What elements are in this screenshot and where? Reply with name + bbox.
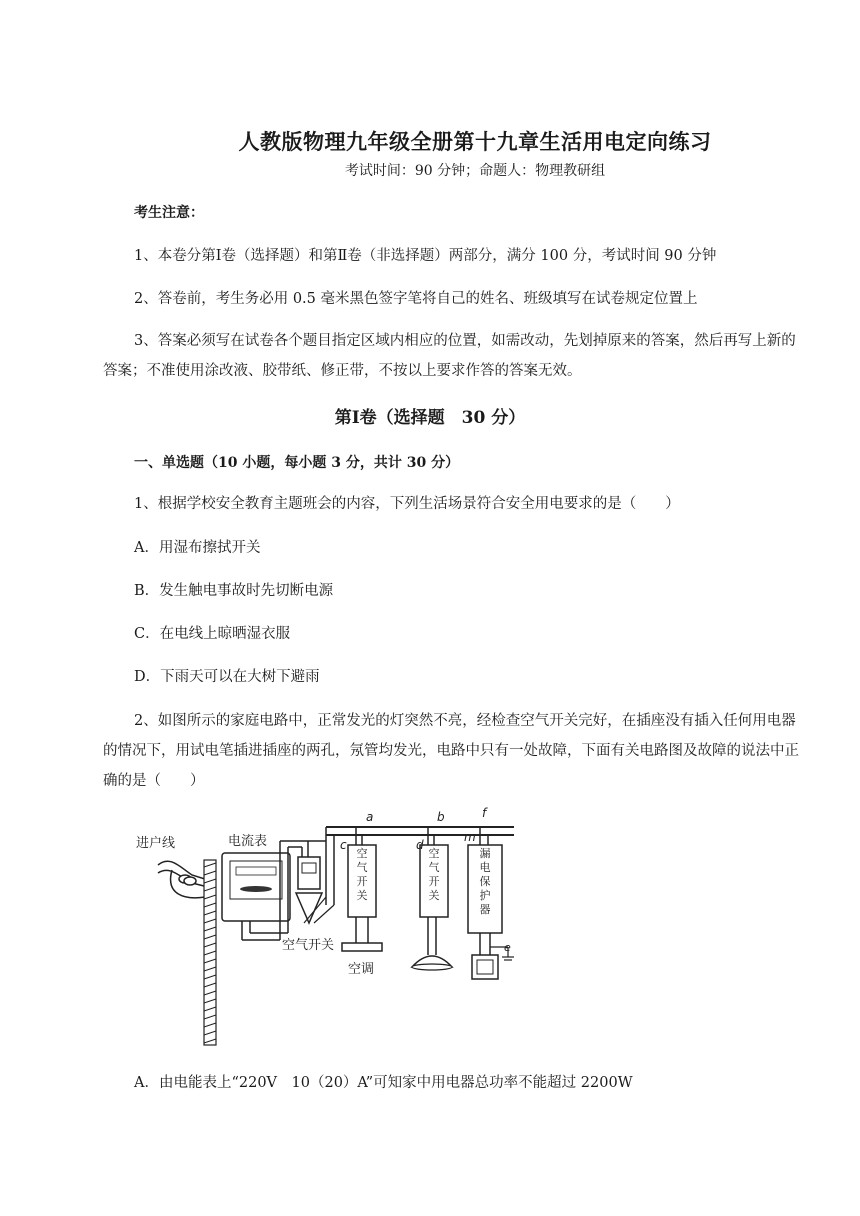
label-e: e (504, 941, 511, 954)
label-meter: 电流表 (228, 834, 268, 849)
label-c: c (340, 838, 347, 852)
question-1-option-b[interactable]: B．发生触电事故时先切断电源 (134, 583, 334, 599)
label-m: m (464, 830, 476, 844)
circuit-diagram (130, 805, 530, 1055)
notice-item-3: 3、答案必须写在试卷各个题目指定区域内相应的位置，如需改动，先划掉原来的答案，然后再写上新的答案；不准使用涂改液、胶带纸、修正带，不按以上要求作答的答案无效。 (103, 333, 796, 379)
label-inlet: 进户线 (136, 836, 176, 851)
question-2-option-a[interactable]: A．由电能表上“220V 10（20）A”可知家中用电器总功率不能超过 2200W (134, 1075, 633, 1091)
page-title: 人教版物理九年级全册第十九章生活用电定向练习 (238, 129, 712, 154)
question-1-stem: 1、根据学校安全教育主题班会的内容，下列生活场景符合安全用电要求的是（ ） (134, 496, 680, 512)
page-subtitle: 考试时间：90 分钟；命题人：物理教研组 (344, 163, 606, 179)
part-heading: 一、单选题（10 小题，每小题 3 分，共计 30 分） (134, 455, 460, 471)
label-switch-1: 空气开关 (356, 847, 368, 902)
label-leak-protector: 漏电保护器 (479, 847, 491, 916)
notice-heading: 考生注意： (134, 205, 204, 221)
label-a: a (366, 810, 374, 824)
notice-item-1: 1、本卷分第Ⅰ卷（选择题）和第Ⅱ卷（非选择题）两部分，满分 100 分，考试时间 90 分钟 (134, 248, 717, 264)
label-b: b (437, 810, 445, 824)
question-1-option-c[interactable]: C．在电线上晾晒湿衣服 (134, 626, 291, 642)
question-1-option-a[interactable]: A．用湿布擦拭开关 (134, 540, 261, 556)
label-main-switch: 空气开关 (282, 938, 335, 953)
section-title: 第Ⅰ卷（选择题 30 分） (334, 408, 526, 428)
question-1-option-d[interactable]: D．下雨天可以在大树下避雨 (134, 669, 320, 685)
label-f: f (482, 806, 487, 820)
label-d: d (416, 838, 424, 852)
label-switch-2: 空气开关 (428, 847, 440, 902)
label-ac: 空调 (348, 962, 375, 977)
question-2-stem: 2、如图所示的家庭电路中，正常发光的灯突然不亮，经检查空气开关完好，在插座没有插入任何用电器的情况下，用试电笔插进插座的两孔，氖管均发光，电路中只有一处故障，下面有关电路图及故障的说法中正确的是（ ） (103, 713, 799, 789)
notice-item-2: 2、答卷前，考生务必用 0.5 毫米黑色签字笔将自己的姓名、班级填写在试卷规定位置上 (134, 291, 698, 307)
